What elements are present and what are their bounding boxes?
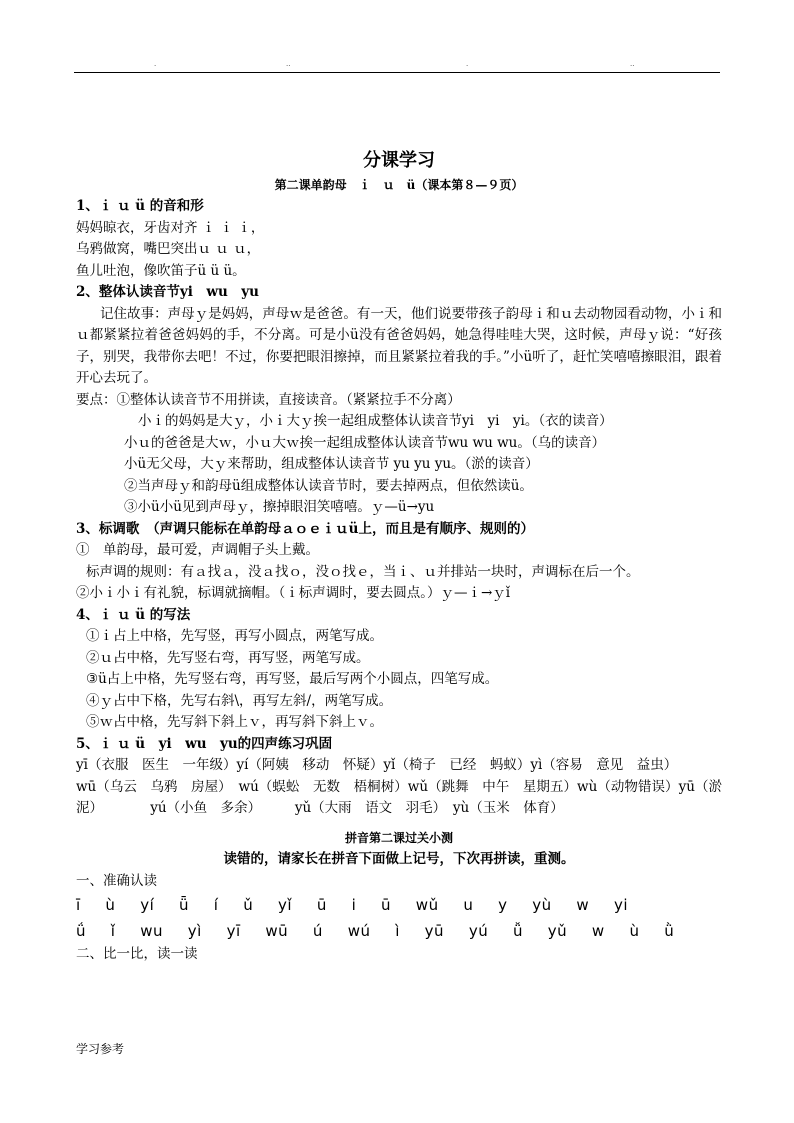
header-dot: . (466, 60, 469, 68)
quiz-instruction: 读错的，请家长在拼音下面做上记号，下次再拼读，重测。 (223, 851, 575, 867)
section4-line: ①ｉ占上中格，先写竖，再写小圆点，两笔写成。 (86, 628, 383, 644)
section4-line: ③ü占上中格，先写竖右弯，再写竖，最后写两个小圆点，四笔写成。 (86, 671, 499, 687)
section2-point: ②当声母ｙ和韵母ü组成整体认读音节时，要去掉两点，但依然读ü。 (124, 477, 533, 494)
section1-line: 鱼儿吐泡，像吹笛子ü ü ü。 (76, 262, 246, 279)
section2-key-label: 要点：①整体认读音节不用拼读，直接读音。（紧紧拉手不分离） (76, 391, 461, 408)
header-dots (74, 60, 720, 70)
header-rule (74, 72, 720, 73)
section4-line: ④ｙ占中下格，先写右斜\，再写左斜/，两笔写成。 (86, 692, 393, 709)
section1-line: 妈妈晾衣，牙齿对齐 ｉ ｉ ｉ， (76, 219, 265, 236)
section2-point: 小ü无父母，大ｙ来帮助，组成整体认读音节 yu yu yu。（淤的读音） (124, 456, 539, 472)
section3-heading: 3、标调歌 （声调只能标在单韵母ａｏｅｉｕü上，而且是有顺序、规则的） (76, 520, 534, 537)
quiz-title: 拼音第二课过关小测 (344, 830, 453, 845)
section2-heading: 2、整体认读音节yi wu yu (76, 284, 259, 300)
header-dot: . (154, 60, 157, 68)
lesson-subtitle: 第二课单韵母 ｉ ｕ ü（课本第８—９页） (274, 178, 524, 192)
quiz-part1-heading: 一、准确认读 (76, 872, 157, 889)
page-title: 分课学习 (363, 150, 435, 171)
section4-line: ②ｕ占中格，先写竖右弯，再写竖，两笔写成。 (86, 649, 370, 666)
section2-story: 记住故事：声母ｙ是妈妈，声母ｗ是爸爸。有一天，他们说要带孩子韵母ｉ和ｕ去动物园看动物，小ｉ和ｕ都紧紧拉着爸爸妈妈的手，不分离。可是小ü没有爸爸妈妈，她急得哇哇大哭，这时候，声母ｙ说：“好孩子，别哭，我带你去吧！不过，你要把眼泪擦掉，而且紧紧拉着我的手。”小ü听了，赶忙笑嘻嘻擦眼泪，跟着开心去玩了。 (76, 305, 722, 386)
section2-point: 小ｕ的爸爸是大ｗ，小ｕ大ｗ挨一起组成整体认读音节wu wu wu。（乌的读音） (124, 434, 606, 451)
page-footer: 学习参考 (76, 1042, 125, 1056)
section1-heading: 1、ｉ ｕ ü 的音和形 (76, 198, 204, 214)
section5-line: yī（衣服 医生 一年级）yí（阿姨 移动 怀疑）yǐ（椅子 已经 蚂蚁）yì（容易 意见 益虫） (76, 757, 678, 773)
page-content (76, 148, 722, 966)
section5-heading: 5、ｉ ｕ ü yi wu yu的四声练习巩固 (76, 735, 333, 752)
section3-line: ① 单韵母，最可爱，声调帽子头上戴。 (76, 542, 319, 558)
section3-line: 标声调的规则：有ａ找ａ，没ａ找ｏ，没ｏ找ｅ，当ｉ、ｕ并排站一块时，声调标在后一个。 (86, 563, 640, 580)
section4-line: ⑤ｗ占中格，先写斜下斜上ｖ，再写斜下斜上ｖ。 (86, 714, 383, 730)
section3-line: ②小ｉ小ｉ有礼貌，标调就摘帽。（ｉ标声调时，要去圆点。）ｙ—ｉ→ｙǐ (76, 585, 511, 601)
section2-point: ③小ü小ü见到声母ｙ，擦掉眼泪笑嘻嘻。ｙ—ü→yu (124, 499, 435, 515)
header-dot: .. (630, 60, 635, 68)
quiz-row: ī ù yí ǖ í ǔ yǐ ū i ū wǔ u y yù w yi (76, 896, 629, 914)
section4-heading: 4、ｉ ｕ ü 的写法 (76, 606, 191, 623)
quiz-part2-heading: 二、比一比，读一读 (76, 946, 198, 962)
section2-point: 小ｉ的妈妈是大ｙ，小ｉ大ｙ挨一起组成整体认读音节yi yi yi。（衣的读音） (138, 413, 613, 429)
header-dot: .. (286, 60, 291, 68)
section5-line: wū（乌云 乌鸦 房屋） wú（蜈蚣 无数 梧桐树）wǔ（跳舞 中午 星期五）wù（动物错误）yū（淤泥） yú（小鱼 多余） yǔ（大雨 语文 羽毛） yù（玉米 体育） (76, 778, 722, 816)
section1-line: 乌鸦做窝，嘴巴突出ｕ ｕ ｕ， (76, 241, 261, 257)
quiz-row: ǘ ǐ wu yì yī wū ú wú ì yū yú ǚ yǔ w ù ǜ (76, 922, 675, 940)
